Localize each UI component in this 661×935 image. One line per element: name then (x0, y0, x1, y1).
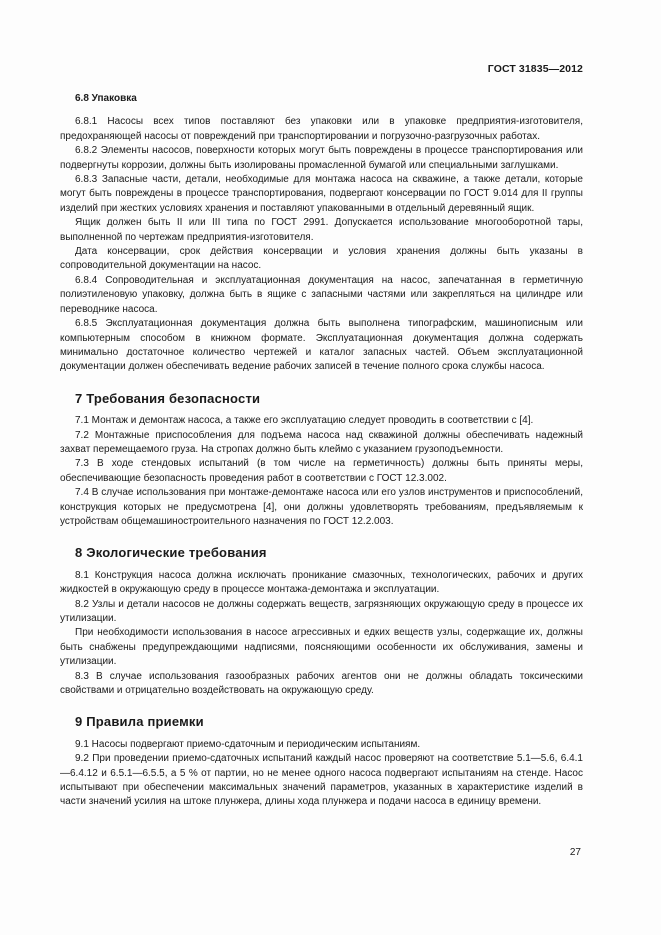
paragraph: 7.2 Монтажные приспособления для подъема насоса над скважиной должны обеспечивать надежный захват перемещаемого груза. На стропах должно быть клеймо с указанием грузоподъемности. (60, 429, 583, 455)
paragraph: 6.8.3 Запасные части, детали, необходимые для монтажа насоса на скважине, а также детали, которые могут быть повреждены в процессе транспортирования, подвергают консервации по ГОСТ 9.014 для II группы изделий при жестких условиях хранения и поставляют упакованными в отдельный деревянный ящик. (60, 174, 583, 214)
paragraph: 8.2 Узлы и детали насосов не должны содержать веществ, загрязняющих окружающую среду в процессе их утилизации. (60, 598, 583, 624)
paragraph: 6.8.4 Сопроводительная и эксплуатационная документация на насос, запечатанная в герметичную полиэтиленовую упаковку, должна быть в ящике с запасными частями или закрепляться на цилиндре или переводнике насоса. (60, 274, 583, 315)
section-6-8 (60, 92, 583, 375)
paragraph: Ящик должен быть II или III типа по ГОСТ 2991. Допускается использование многооборотной тары, выполненной по чертежам предприятия-изготовителя. (60, 217, 583, 243)
paragraph: 6.8.1 Насосы всех типов поставляют без упаковки или в упаковке предприятия-изготовителя, предохраняющей насосы от повреждений при транспортировании и погрузочно-разгрузочных работах. (60, 116, 583, 142)
paragraph: 7.3 В ходе стендовых испытаний (в том числе на герметичность) должны быть приняты меры, обеспечивающие безопасность проведения работ в соответствии с ГОСТ 12.3.002. (60, 458, 583, 484)
paragraph: 8.3 В случае использования газообразных рабочих агентов они не должны обладать токсическими свойствами и отрицательно воздействовать на окружающую среду. (60, 670, 583, 697)
paragraph: 6.8.2 Элементы насосов, поверхности которых могут быть повреждены в процессе транспортирования или подвергнуты коррозии, должны быть изолированы промасленной бумагой или специальными заглушками. (60, 145, 583, 171)
page-number: 27 (569, 847, 581, 858)
paragraph: 9.2 При проведении приемо-сдаточных испытаний каждый насос проверяют на соответствие 5.1—5.6, 6.4.1—6.4.12 и 6.5.1—6.5.5, а 5 % от партии, но не менее одного насоса подвергают испытаниям на стенде. Насос испытывают при обеспечении максимальных значений параметров, указанных в характеристике изделий в части значений усилия на штоке плунжера, длины хода плунжера и подачи насоса в единицу времени. (60, 753, 583, 808)
page-content (60, 92, 583, 810)
paragraph: 8.1 Конструкция насоса должна исключать проникание смазочных, технологических, рабочих и других жидкостей в окружающую среду в процессе монтажа-демонтажа и эксплуатации. (60, 569, 583, 596)
section-7 (60, 392, 583, 530)
section-title: 9 Правила приемки (75, 714, 204, 730)
paragraph: 9.1 Насосы подвергают приемо-сдаточным и периодическим испытаниям. (75, 738, 421, 750)
document-code-header: ГОСТ 31835—2012 (487, 63, 583, 75)
section-8 (60, 546, 583, 698)
section-9 (60, 715, 583, 809)
paragraph: 7.4 В случае использования при монтаже-демонтаже насоса или его узлов инструментов и приспособлений, конструкция которых не предусмотрена [4], они должны удовлетворять требованиям, предъявляемым к устройствам общемашиностроительного назначения по ГОСТ 12.2.003. (60, 487, 583, 527)
section-title: 7 Требования безопасности (75, 390, 261, 406)
paragraph: При необходимости использования в насосе агрессивных и едких веществ узлы, содержащие их, должны быть снабжены предупреждающими надписями, поясняющими особенности их обслуживания, замены и утилизации. (60, 627, 583, 668)
paragraph: 6.8.5 Эксплуатационная документация должна быть выполнена типографским, машинописным или компьютерным способом в книжном формате. Эксплуатационная документация должна содержать минимально достаточное количество чертежей и каталог запасных частей. Объем эксплуатационной документации должен обеспечивать ведение рабочих записей в течение полного срока службы насоса. (60, 318, 583, 373)
section-title: 8 Экологические требования (75, 545, 267, 561)
paragraph: Дата консервации, срок действия консервации и условия хранения должны быть указаны в сопроводительной документации на насос. (60, 246, 583, 272)
paragraph: 7.1 Монтаж и демонтаж насоса, а также его эксплуатацию следует проводить в соответствии с [4]. (75, 415, 534, 427)
section-title: 6.8 Упаковка (75, 93, 137, 104)
